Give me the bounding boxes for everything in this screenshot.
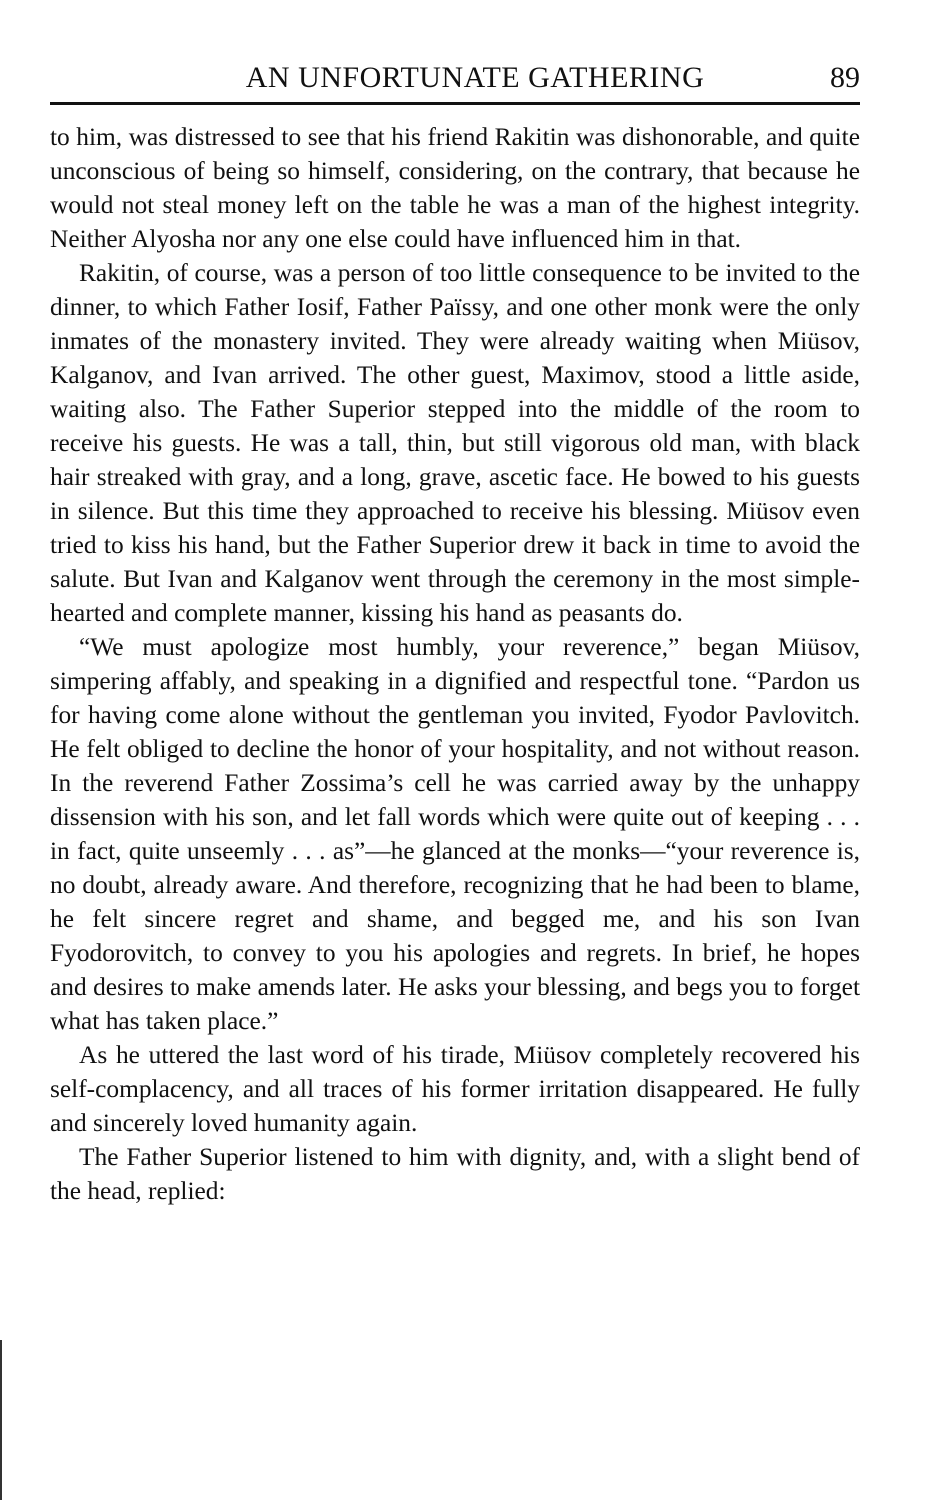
running-head <box>50 58 860 98</box>
paragraph-continued: to him, was distressed to see that his friend Rakitin was dishonorable, and quite unconscious of being so himself, considering, on the contrary, that because he would not steal money left on the table he was a man of the highest integrity. Neither Alyosha nor any one else could have influenced him in that. <box>50 123 860 253</box>
body-text <box>50 120 860 1208</box>
paragraph: As he uttered the last word of his tirade, Miüsov completely recovered his self-complacency, and all traces of his former irritation disappeared. He fully and sincerely loved humanity again. <box>50 1041 860 1137</box>
running-title: AN UNFORTUNATE GATHERING <box>245 61 705 94</box>
paragraph: “We must apologize most humbly, your reverence,” began Miüsov, simpering affably, and speaking in a dignified and respectful tone. “Pardon us for having come alone without the gentleman you invited, Fyodor Pavlovitch. He felt obliged to decline the honor of your hospitality, and not without reason. In the reverend Father Zossima’s cell he was carried away by the unhappy dissension with his son, and let fall words which were quite out of keeping . . . in fact, quite unseemly . . . as”—he glanced at the monks—“your reverence is, no doubt, already aware. And therefore, recognizing that he had been to blame, he felt sincere regret and shame, and begged me, and his son Ivan Fyodorovitch, to convey to you his apologies and regrets. In brief, he hopes and desires to make amends later. He asks your blessing, and begs you to forget what has taken place.” <box>50 633 860 1035</box>
scan-edge-line <box>0 1340 2 1500</box>
header-rule <box>50 102 860 105</box>
paragraph: Rakitin, of course, was a person of too little consequence to be invited to the dinner, to which Father Iosif, Father Païssy, and one other monk were the only inmates of the monastery invited. They were already waiting when Miüsov, Kalganov, and Ivan arrived. The other guest, Maximov, stood a little aside, waiting also. The Father Superior stepped into the middle of the room to receive his guests. He was a tall, thin, but still vigorous old man, with black hair streaked with gray, and a long, grave, ascetic face. He bowed to his guests in silence. But this time they approached to receive his blessing. Miüsov even tried to kiss his hand, but the Father Superior drew it back in time to avoid the salute. But Ivan and Kalganov went through the ceremony in the most simple-hearted and complete manner, kissing his hand as peasants do. <box>50 259 860 627</box>
page-number: 89 <box>830 61 860 94</box>
paragraph: The Father Superior listened to him with dignity, and, with a slight bend of the head, replied: <box>50 1143 860 1205</box>
